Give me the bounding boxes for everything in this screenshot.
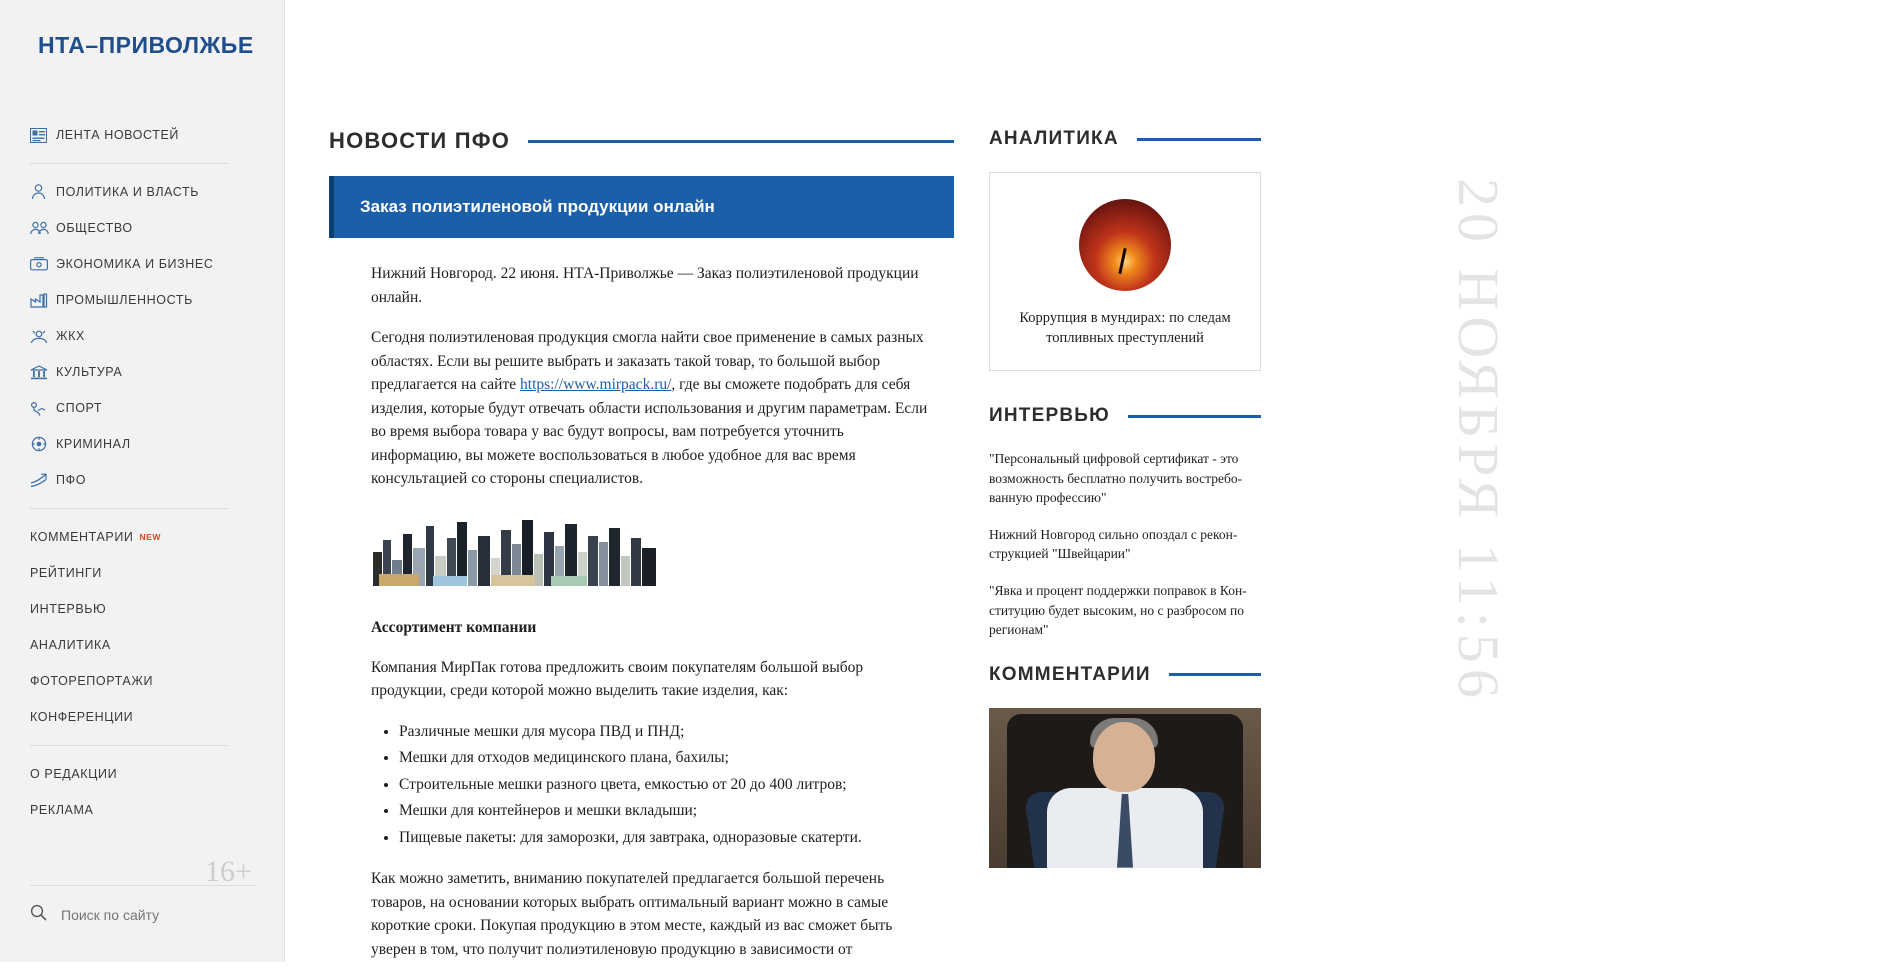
sidebar-item-society[interactable] xyxy=(30,210,256,246)
sidebar-item-advertising[interactable] xyxy=(30,792,256,828)
sidebar-item-label: ПФО xyxy=(56,473,87,487)
sidebar-item-conferences[interactable] xyxy=(30,699,256,735)
sidebar xyxy=(0,0,285,962)
sidebar-item-label: СПОРТ xyxy=(56,401,103,415)
politics-icon xyxy=(30,182,56,202)
sidebar-item-comments[interactable] xyxy=(30,519,256,555)
section-title-analytics: АНАЛИТИКА xyxy=(989,128,1119,149)
nav-divider xyxy=(30,508,228,509)
sidebar-item-photoreports[interactable] xyxy=(30,663,256,699)
list-item: • Мешки для отходов медицинского плана, бахилы; xyxy=(399,746,930,770)
paragraph-text-before-link: Сегодня полиэтиленовая продукция смогла найти свое применение в самых разных областях. Если вы решите выбрать и заказать такой товар, то большой выбор предлагается на сайте xyxy=(371,329,924,394)
sidebar-item-culture[interactable] xyxy=(30,354,256,390)
watermark-date: 20 НОЯБРЯ 11:56 xyxy=(1446,178,1511,704)
external-link[interactable]: https://www.mirpack.ru/ xyxy=(520,376,672,394)
product-photo xyxy=(371,508,659,586)
list-item: • Строительные мешки разного цвета, емкостью от 20 до 400 литров; xyxy=(399,773,930,797)
sidebar-item-label: КОММЕНТАРИИ xyxy=(30,530,134,544)
search-icon xyxy=(30,904,47,926)
comments-section-header xyxy=(989,664,1261,686)
pfo-icon xyxy=(30,470,56,490)
sidebar-item-label: КОНФЕРЕНЦИИ xyxy=(30,710,134,724)
main-content xyxy=(285,0,1902,962)
section-title-comments: КОММЕНТАРИИ xyxy=(989,663,1151,685)
news-feed-icon xyxy=(30,125,56,145)
age-rating-mark: 16+ xyxy=(205,855,252,888)
sidebar-item-utilities[interactable] xyxy=(30,318,256,354)
article-paragraph-2: Компания МирПак готова предложить своим покупателям большой выбор продукции, среди которой можно выделить такие изделия, как: xyxy=(371,658,864,700)
crime-icon xyxy=(30,434,56,454)
sidebar-item-news-feed[interactable] xyxy=(30,117,256,153)
header-rule xyxy=(528,140,954,143)
list-item[interactable]: "Персональный цифровой сертификат - это возможность бесплатно получить востребо-ванную профессию" xyxy=(989,451,1243,506)
site-search[interactable] xyxy=(30,885,256,926)
list-item[interactable]: "Явка и процент поддержки поправок в Кон-ституцию будет высоким, но с разбросом по регионам" xyxy=(989,582,1247,638)
list-item[interactable]: Нижний Новгород сильно опоздал с рекон-струкцией "Швейцарии" xyxy=(989,526,1238,562)
sidebar-item-economy[interactable] xyxy=(30,246,256,282)
section-title-interview: ИНТЕРВЬЮ xyxy=(989,405,1110,427)
sidebar-item-politics[interactable] xyxy=(30,174,256,210)
sidebar-item-label: ИНТЕРВЬЮ xyxy=(30,602,107,616)
side-column xyxy=(989,128,1261,979)
sidebar-item-sport[interactable] xyxy=(30,390,256,426)
analytics-card-caption: Коррупция в мундирах: по следам топливных преступлений xyxy=(1019,310,1231,346)
news-column xyxy=(329,128,954,979)
list-item: • Пищевые пакеты: для заморозки, для завтрака, одноразовые скатерти. xyxy=(399,826,930,850)
paragraph-text-after-link: , где вы сможете подобрать для себя изделия, которые будут отвечать области использования и другим параметрам. Если во время выбора товара у вас будут вопросы, вам потребуется уточнить информацию, вы можете воспользоваться в любое удобное для вас время консультацией со стороны специалистов. xyxy=(371,376,928,488)
sidebar-item-label: АНАЛИТИКА xyxy=(30,638,111,652)
header-rule xyxy=(1128,415,1261,418)
page-title: НОВОСТИ ПФО xyxy=(329,128,511,153)
sidebar-item-crime[interactable] xyxy=(30,426,256,462)
sidebar-item-label: ФОТОРЕПОРТАЖИ xyxy=(30,674,154,688)
nav-group-primary xyxy=(30,117,284,509)
main-navigation xyxy=(0,117,284,828)
article-list xyxy=(371,720,930,850)
analytics-card[interactable] xyxy=(989,172,1261,371)
article-lead: Нижний Новгород. 22 июня. НТА-Приволжье — Заказ полиэтиленовой продукции онлайн. xyxy=(371,265,919,306)
article-subheading: Ассортимент компании xyxy=(371,619,537,637)
sidebar-item-label: КРИМИНАЛ xyxy=(56,437,131,451)
article-body xyxy=(329,238,954,961)
oil-pump-sunset-photo xyxy=(1079,199,1171,291)
search-input[interactable] xyxy=(59,906,256,924)
site-logo[interactable]: НТА–ПРИВОЛЖЬЕ xyxy=(38,32,254,58)
nav-divider xyxy=(30,745,228,746)
sidebar-item-pfo[interactable] xyxy=(30,462,256,498)
sidebar-item-analytics[interactable] xyxy=(30,627,256,663)
sidebar-item-label: ЛЕНТА НОВОСТЕЙ xyxy=(56,128,179,142)
news-section-header xyxy=(329,128,954,154)
nav-group-secondary xyxy=(30,519,284,746)
nav-group-tertiary xyxy=(30,756,284,828)
analytics-section-header xyxy=(989,128,1261,150)
article xyxy=(329,176,954,962)
list-item: • Мешки для контейнеров и мешки вкладыши; xyxy=(399,799,930,823)
article-paragraph-3: Как можно заметить, вниманию покупателей предлагается большой перечень товаров, на основании которых выбрать оптимальный вариант можно в самые короткие сроки. Покупая продукцию в этом месте, каждый из вас сможет быть уверен в том, что получит полиэтиленовую продукцию в зависимости от xyxy=(371,870,893,959)
industry-icon xyxy=(30,290,56,310)
nav-divider xyxy=(30,163,228,164)
sidebar-item-about-editorial[interactable] xyxy=(30,756,256,792)
article-title[interactable]: Заказ полиэтиленовой продукции онлайн xyxy=(329,176,954,238)
sidebar-item-ratings[interactable] xyxy=(30,555,256,591)
society-icon xyxy=(30,218,56,238)
sidebar-item-label: О РЕДАКЦИИ xyxy=(30,767,118,781)
sidebar-item-label: РЕКЛАМА xyxy=(30,803,94,817)
header-rule xyxy=(1169,673,1261,676)
article-paragraph-1 xyxy=(371,326,930,491)
sidebar-item-label: ПОЛИТИКА И ВЛАСТЬ xyxy=(56,185,200,199)
culture-icon xyxy=(30,362,56,382)
sidebar-item-label: ЖКХ xyxy=(56,329,85,343)
list-item: • Различные мешки для мусора ПВД и ПНД; xyxy=(399,720,930,744)
sidebar-item-label: КУЛЬТУРА xyxy=(56,365,123,379)
sidebar-item-label: ОБЩЕСТВО xyxy=(56,221,133,235)
content-columns xyxy=(285,0,1902,979)
status-badge: NEW xyxy=(139,532,161,542)
header-rule xyxy=(1137,138,1261,141)
interview-list xyxy=(989,449,1261,640)
man-in-suit-portrait[interactable] xyxy=(989,708,1261,868)
utilities-icon xyxy=(30,326,56,346)
sidebar-item-label: РЕЙТИНГИ xyxy=(30,566,102,580)
interview-section-header xyxy=(989,405,1261,427)
sidebar-item-industry[interactable] xyxy=(30,282,256,318)
sport-icon xyxy=(30,398,56,418)
sidebar-item-label: ПРОМЫШЛЕННОСТЬ xyxy=(56,293,193,307)
sidebar-item-label: ЭКОНОМИКА И БИЗНЕС xyxy=(56,257,214,271)
sidebar-item-interview[interactable] xyxy=(30,591,256,627)
economy-icon xyxy=(30,254,56,274)
